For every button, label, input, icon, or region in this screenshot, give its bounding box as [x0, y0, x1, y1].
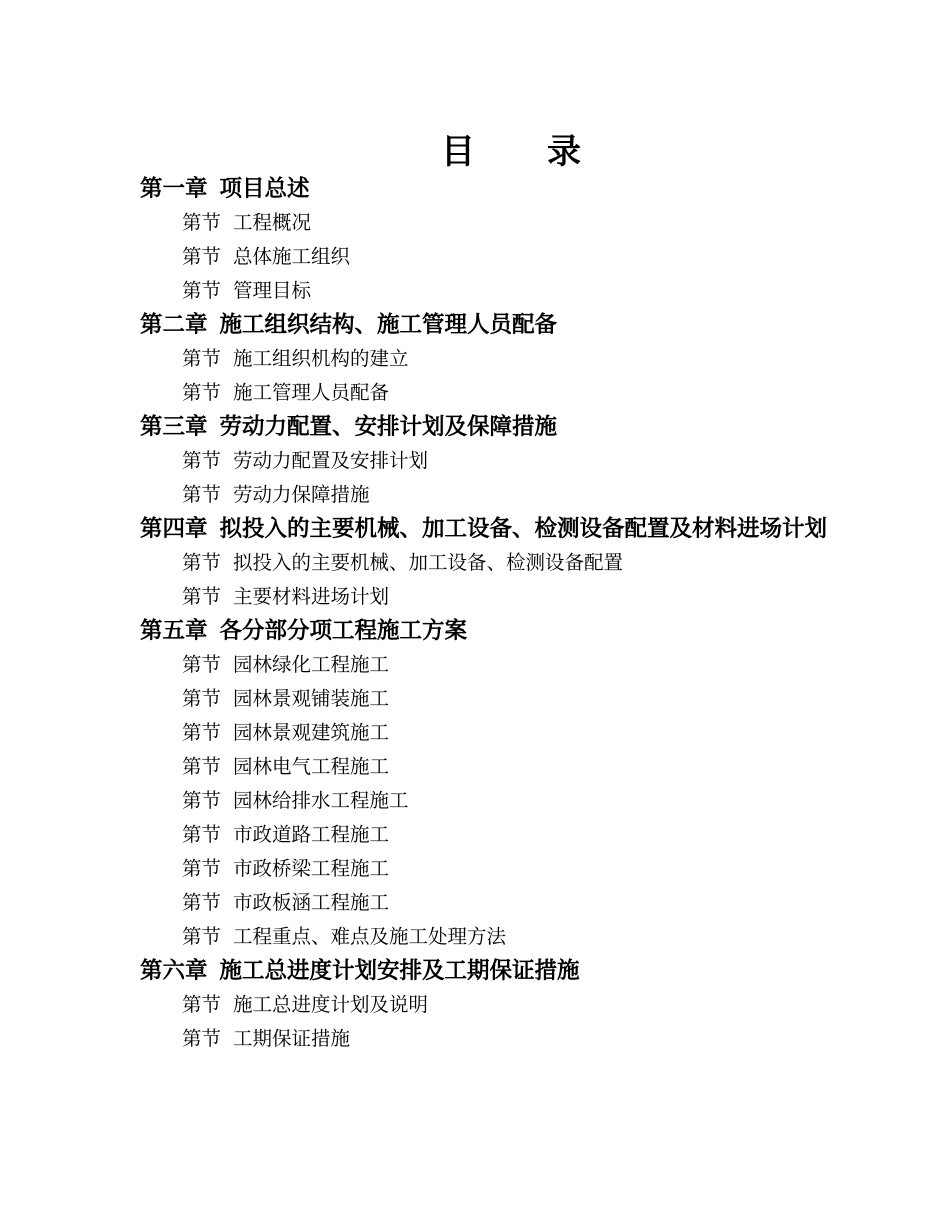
- toc-entry[interactable]: [140, 750, 830, 784]
- toc-entry[interactable]: [140, 444, 830, 478]
- section-prefix: 第节: [182, 585, 222, 608]
- section-prefix: 第节: [182, 857, 222, 880]
- section-title: 劳动力配置及安排计划: [233, 449, 429, 472]
- chapter-number: 第五章: [140, 618, 208, 644]
- section-title: 总体施工组织: [233, 245, 351, 268]
- chapter-title: 拟投入的主要机械、加工设备、检测设备配置及材料进场计划: [219, 516, 828, 542]
- section-prefix: 第节: [182, 891, 222, 914]
- chapter-title: 施工组织结构、施工管理人员配备: [219, 312, 558, 338]
- toc-entry[interactable]: [140, 478, 830, 512]
- section-prefix: 第节: [182, 1027, 222, 1050]
- section-prefix: 第节: [182, 823, 222, 846]
- section-title: 市政板涵工程施工: [233, 891, 390, 914]
- page-title: [0, 128, 950, 176]
- section-title: 园林给排水工程施工: [233, 789, 409, 812]
- section-prefix: 第节: [182, 721, 222, 744]
- chapter-number: 第四章: [140, 516, 208, 542]
- toc-entry[interactable]: [140, 988, 830, 1022]
- section-prefix: 第节: [182, 789, 222, 812]
- section-title: 工程重点、难点及施工处理方法: [233, 925, 507, 948]
- chapter-title: 各分部分项工程施工方案: [219, 618, 468, 644]
- title-char-1: 目: [441, 132, 475, 172]
- toc-entry[interactable]: [140, 206, 830, 240]
- section-title: 市政桥梁工程施工: [233, 857, 390, 880]
- chapter-number: 第六章: [140, 958, 208, 984]
- section-prefix: 第节: [182, 245, 222, 268]
- table-of-contents: [140, 172, 830, 1056]
- toc-entry[interactable]: [140, 682, 830, 716]
- section-prefix: 第节: [182, 211, 222, 234]
- section-prefix: 第节: [182, 687, 222, 710]
- section-prefix: 第节: [182, 755, 222, 778]
- chapter-3-heading[interactable]: [140, 410, 830, 444]
- toc-entry[interactable]: [140, 716, 830, 750]
- toc-entry[interactable]: [140, 920, 830, 954]
- section-title: 拟投入的主要机械、加工设备、检测设备配置: [233, 551, 624, 574]
- section-title: 施工组织机构的建立: [233, 347, 409, 370]
- chapter-2-heading[interactable]: [140, 308, 830, 342]
- toc-entry[interactable]: [140, 886, 830, 920]
- section-prefix: 第节: [182, 551, 222, 574]
- toc-entry[interactable]: [140, 1022, 830, 1056]
- section-title: 施工总进度计划及说明: [233, 993, 429, 1016]
- section-title: 工期保证措施: [233, 1027, 351, 1050]
- toc-entry[interactable]: [140, 342, 830, 376]
- section-title: 市政道路工程施工: [233, 823, 390, 846]
- toc-entry[interactable]: [140, 546, 830, 580]
- chapter-number: 第二章: [140, 312, 208, 338]
- chapter-number: 第一章: [140, 176, 208, 202]
- toc-entry[interactable]: [140, 852, 830, 886]
- section-title: 园林电气工程施工: [233, 755, 390, 778]
- toc-entry[interactable]: [140, 818, 830, 852]
- section-prefix: 第节: [182, 347, 222, 370]
- chapter-title: 劳动力配置、安排计划及保障措施: [219, 414, 558, 440]
- section-prefix: 第节: [182, 483, 222, 506]
- chapter-1-heading[interactable]: [140, 172, 830, 206]
- section-title: 园林景观建筑施工: [233, 721, 390, 744]
- chapter-6-heading[interactable]: [140, 954, 830, 988]
- toc-entry[interactable]: [140, 376, 830, 410]
- title-char-2: 录: [547, 132, 581, 172]
- toc-entry[interactable]: [140, 784, 830, 818]
- section-title: 劳动力保障措施: [233, 483, 370, 506]
- chapter-title: 项目总述: [219, 176, 310, 202]
- section-prefix: 第节: [182, 381, 222, 404]
- section-prefix: 第节: [182, 993, 222, 1016]
- section-prefix: 第节: [182, 925, 222, 948]
- section-title: 工程概况: [233, 211, 312, 234]
- toc-entry[interactable]: [140, 274, 830, 308]
- section-title: 管理目标: [233, 279, 312, 302]
- chapter-5-heading[interactable]: [140, 614, 830, 648]
- toc-entry[interactable]: [140, 580, 830, 614]
- section-prefix: 第节: [182, 449, 222, 472]
- section-title: 园林绿化工程施工: [233, 653, 390, 676]
- chapter-number: 第三章: [140, 414, 208, 440]
- toc-entry[interactable]: [140, 240, 830, 274]
- section-title: 园林景观铺装施工: [233, 687, 390, 710]
- chapter-title: 施工总进度计划安排及工期保证措施: [219, 958, 580, 984]
- toc-entry[interactable]: [140, 648, 830, 682]
- section-title: 施工管理人员配备: [233, 381, 390, 404]
- chapter-4-heading[interactable]: [140, 512, 830, 546]
- section-prefix: 第节: [182, 653, 222, 676]
- section-prefix: 第节: [182, 279, 222, 302]
- section-title: 主要材料进场计划: [233, 585, 390, 608]
